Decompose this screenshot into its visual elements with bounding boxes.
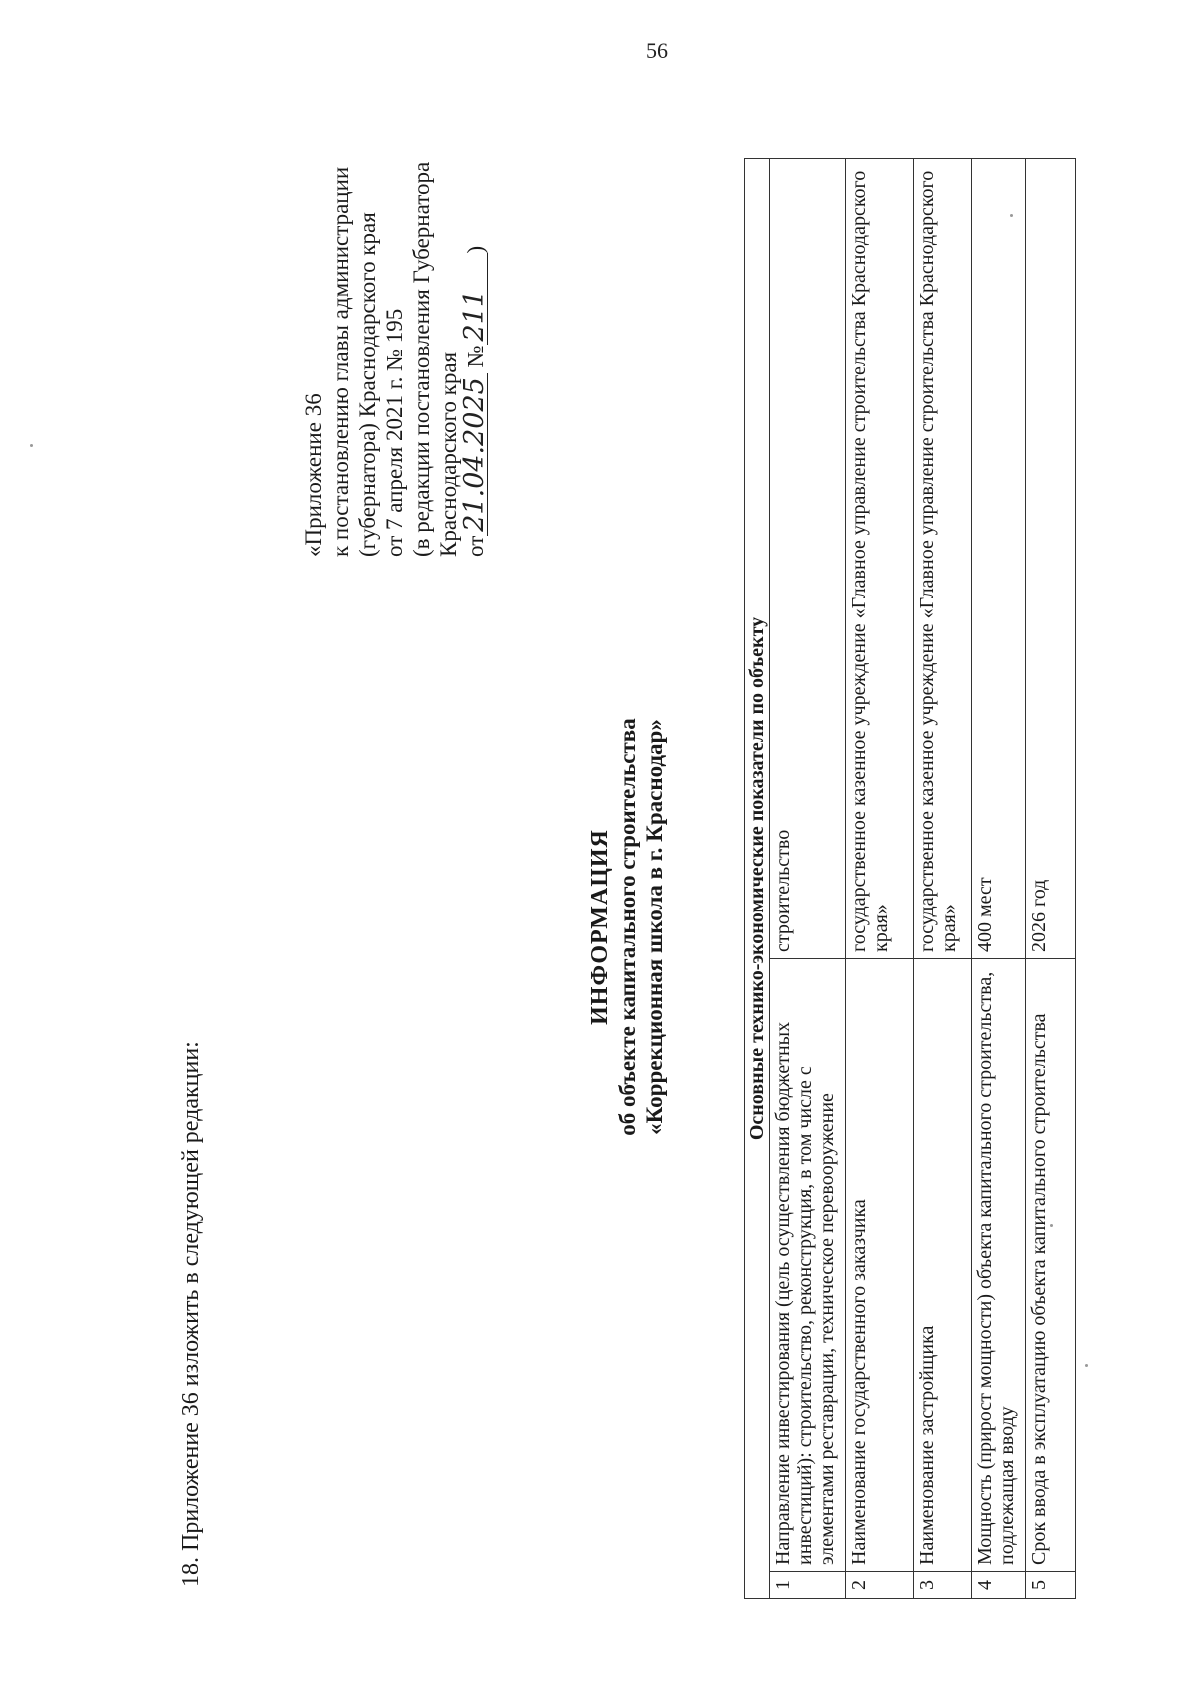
row-label: Направление инвестирования (цель осуществления бюджетных инвестиций): строительство, реконструкция, в том числе с элементами реставрации, техническое перевооружение [770, 959, 846, 1572]
row-label: Наименование застройщика [914, 959, 972, 1572]
row-number: 3 [914, 1572, 972, 1599]
table-row [770, 159, 846, 1599]
scan-speck [1050, 1224, 1053, 1227]
table-row [846, 159, 914, 1599]
row-label: Срок ввода в эксплуатацию объекта капитального строительства [1026, 959, 1076, 1572]
from-label: от [463, 535, 488, 557]
row-number: 1 [770, 1572, 846, 1599]
appendix-date-line [459, 157, 490, 557]
scan-speck [30, 444, 33, 447]
row-value: государственное казенное учреждение «Главное управление строительства Краснодарского края» [846, 159, 914, 959]
table-row [972, 159, 1026, 1599]
row-label: Мощность (прирост мощности) объекта капитального строительства, подлежащая вводу [972, 959, 1026, 1572]
rotated-sheet [0, 157, 1160, 1697]
row-number: 5 [1026, 1572, 1076, 1599]
row-value: 2026 год [1026, 159, 1076, 959]
scan-speck [1085, 1364, 1088, 1367]
intro-text: 18. Приложение 36 изложить в следующей редакции: [178, 1041, 204, 1587]
closing-paren: ) [463, 245, 488, 254]
document-heading [587, 557, 668, 1297]
table-header: Основные технико-экономические показатели по объекту [745, 159, 770, 1599]
table-row [1026, 159, 1076, 1599]
handwritten-number: 211 [463, 253, 488, 345]
heading-subtitle: об объекте капитального строительства [615, 718, 640, 1136]
table-header-row [745, 159, 770, 1599]
heading-object-name: «Коррекционная школа в г. Краснодар» [642, 719, 667, 1135]
appendix-line-1: «Приложение 36 [301, 393, 326, 557]
handwritten-date: 21.04.2025 [463, 373, 488, 536]
row-value: строительство [770, 159, 846, 959]
indicators-table [744, 158, 1076, 1599]
appendix-line-6: Краснодарского края [436, 351, 461, 557]
row-label: Наименование государственного заказчика [846, 959, 914, 1572]
row-value: 400 мест [972, 159, 1026, 959]
row-number: 2 [846, 1572, 914, 1599]
scan-speck [1010, 214, 1013, 217]
appendix-line-3: (губернатора) Краснодарского края [355, 212, 380, 557]
appendix-line-5: (в редакции постановления Губернатора [409, 161, 434, 557]
row-number: 4 [972, 1572, 1026, 1599]
number-label: № [463, 345, 488, 368]
appendix-block [300, 157, 489, 557]
table-row [914, 159, 972, 1599]
appendix-line-4: от 7 апреля 2021 г. № 195 [382, 308, 407, 557]
heading-title: ИНФОРМАЦИЯ [587, 829, 613, 1025]
row-value: государственное казенное учреждение «Главное управление строительства Краснодарского края» [914, 159, 972, 959]
page-number: 56 [646, 38, 668, 63]
appendix-line-2: к постановлению главы администрации [328, 166, 353, 557]
